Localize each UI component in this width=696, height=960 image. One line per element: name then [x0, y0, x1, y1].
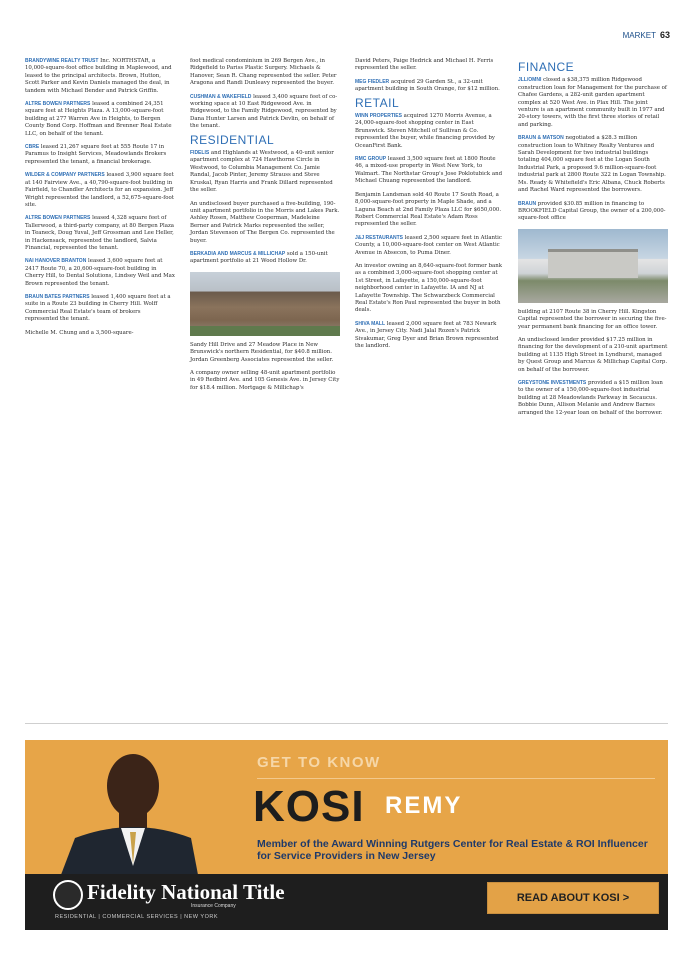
article-paragraph — [190, 150, 340, 194]
paragraph-lead: RMC GROUP — [355, 156, 387, 163]
paragraph-text: Michelle M. Chung and a 3,500-square- — [25, 329, 134, 336]
company-subtitle: Insurance Company — [191, 903, 236, 909]
paragraph-lead: FIDELIS — [190, 150, 210, 157]
company-name: Fidelity National Title — [87, 880, 285, 904]
paragraph-lead: J&J RESTAURANTS — [355, 234, 403, 241]
paragraph-text: provided a $15 million loan to the owner of a 150,000-square-foot industrial building at 28 Meadowlands Parkway in Secaucus. Bobbie Dunn, Allison Melanie and Andrew Barnes arranged the 12-year loan on behalf of the borrower. — [518, 379, 663, 416]
column-3 — [355, 58, 505, 356]
column-1 — [25, 58, 175, 343]
paragraph-lead: BERKADIA AND MARCUS & MILLICHAP — [190, 250, 286, 257]
section-heading: FINANCE — [518, 60, 575, 74]
first-name: KOSI — [253, 782, 365, 831]
paragraph-text: provided $30.85 million in financing to BROOKFIELD Capital Group, the owner of a 200,000-square-foot office — [518, 200, 666, 222]
paragraph-text: A company owner selling 48-unit apartment portfolio in 49 Redbird Ave. and 105 Genesis Ave. in Jersey City for $18.4 million. Mortgage & Millichap's — [190, 369, 340, 391]
paragraph-lead: JLL/OMNI — [518, 77, 542, 84]
section-heading: RETAIL — [355, 95, 400, 110]
column-2 — [190, 58, 340, 398]
paragraph-text: leased 2,500 square feet in Atlantic County, a 10,000-square-foot center on West Atlantic Avenue in Absecon, to Puma Diner. — [355, 234, 502, 256]
article-paragraph — [355, 156, 505, 186]
read-about-button[interactable]: READ ABOUT KOSI > — [487, 882, 659, 914]
heading-divider — [257, 778, 655, 779]
paragraph-text: closed a $38,375 million Ridgewood construction loan for Management for the purchase of Chafee Gardens, a 282-unit garden apartment complex at 520 West Ave. in Plax Hill. The joint venture is an apartment community built in 1977 and 20-story towers, with the first three stories of retail and parking. — [518, 77, 667, 128]
article-paragraph — [190, 94, 340, 131]
article-paragraph — [190, 251, 340, 266]
article-paragraph — [190, 58, 340, 88]
kosi-remy-advertisement[interactable] — [25, 740, 668, 930]
paragraph-text: and Highlands at Westwood, a 40-unit senior apartment complex at 724 Hawthorne Circle in Westwood, to Columbia Management Co. Jamie Randal, Jacob Pinter, Jeremy Strauss and Steve Kruskal, Ryan Harris and Frank Dillard represented the seller. — [190, 150, 334, 194]
paragraph-text: leased 21,267 square feet at 555 Route 17 in Paramus to Insight Services, Meadowlands Brokers represented the tenant, a financial brokerage. — [25, 144, 167, 165]
paragraph-lead: SHIVA MALL — [355, 320, 385, 327]
article-paragraph — [518, 380, 668, 417]
paragraph-text: foot medical condominium in 269 Bergen Ave., in Ridgefield to Pariss Plastic Surgery. Michaels & Hanover, Sean R. Chang represented the seller. Peter Aragona and Randi Dunleavy represented the buyer. — [190, 58, 337, 87]
column-4 — [518, 58, 668, 423]
article-paragraph — [355, 235, 505, 257]
paragraph-text: Inc. NORTHSTAR, a 10,000-square-foot office building in Maplewood, and leased to the principal architects. Brown, Hutton, Scott Parker and Kevin Daniels managed the deal, in tandem with Michael Bender and Patrick Griffin. — [25, 58, 172, 94]
portrait-photo — [49, 746, 199, 880]
paragraph-lead: ALTRE BOWEN PARTNERS — [25, 101, 91, 108]
paragraph-text: An investor owning an 8,640-square-foot former bank as a combined 3,000-square-foot shopping center at 1st Street, in Lafayette, a 150,000-square-foot neighborhood center in Lafayette. IA and NJ at Lafayette Township. The Schwarzbeck Commercial Real Estate's Ron Paul represented the buyer in both deals. — [355, 262, 502, 314]
paragraph-text: An undisclosed lender provided $17.25 million in financing for the development of a 210-unit apartment building at 1135 High Street in Lyndhurst, managed by Quest Group and Marcus & Millichap Capital Corp. on behalf of the borrower. — [518, 336, 668, 373]
article-paragraph — [25, 144, 175, 166]
paragraph-text: leased 4,328 square feet of Tallerwood, a third-party company, at 80 Bergen Plaza in Teaneck, Doug Yuval, Jeff Grossman and Lee Heller, in Hackensack, represented the landlord, Salvia Financial, represented the tenant. — [25, 215, 175, 251]
article-paragraph — [25, 215, 175, 252]
paragraph-text: leased 1,400 square feet at a suite in a Route 23 building in Cherry Hill. Wolff Commercial Real Estate's team of brokers represented the tenant. — [25, 293, 171, 323]
paragraph-lead: GREYSTONE INVESTMENTS — [518, 379, 587, 386]
paragraph-text: leased 3,900 square feet at 140 Fairview Ave., a 40,790-square-foot building in Fairfield, to Chandler Architects for an expansion. Jeff Wright represented the landlord, a 52,675-square-foot site. — [25, 172, 174, 208]
paragraph-lead: BRAUN & MATSON — [518, 135, 564, 142]
article-photo — [518, 229, 668, 303]
paragraph-text: leased a combined 24,351 square feet at Heights Plaza. A 13,000-square-foot building at 277 Warren Ave in Heights, to Bergen County Bond Corp. Hoffman and Brenner Real Estate LLC, on behalf of the tenant. — [25, 101, 172, 137]
article-paragraph — [190, 342, 340, 364]
paragraph-text: sold a 150-unit apartment portfolio at 21 Wood Hollow Dr. — [190, 250, 328, 265]
article-paragraph — [355, 321, 505, 351]
article-paragraph — [25, 294, 175, 324]
article-paragraph — [518, 77, 668, 129]
paragraph-text: leased 3,500 square feet at 1800 Route 46, a mixed-use property in West New York, to Walmart. The Northstar Group's Jose Poklotubick and Michael Chuang represented the landlord. — [355, 156, 503, 185]
paragraph-lead: WINN PROPERTIES — [355, 113, 402, 120]
article-paragraph — [518, 337, 668, 374]
article-paragraph — [25, 330, 175, 337]
services-line: RESIDENTIAL | COMMERCIAL SERVICES | NEW YORK — [55, 914, 218, 920]
paragraph-lead: WILDER & COMPANY PARTNERS — [25, 172, 105, 179]
article-paragraph — [355, 58, 505, 73]
section-label: MARKET — [622, 31, 656, 40]
paragraph-lead: NAI HANOVER BRANTON — [25, 258, 87, 265]
page-header — [623, 30, 670, 40]
paragraph-text: leased 3,600 square feet at 2417 Route 70, a 20,600-square-foot building in Cherry Hill, to Dental Solutions, Lindsey Weil and Max Brown represented the tenant. — [25, 258, 175, 287]
article-paragraph — [25, 101, 175, 138]
article-paragraph — [355, 263, 505, 315]
paragraph-text: Benjamin Landsman sold 40 Route 17 South Road, a 8,000-square-foot property in Maple Shade, and a Laguna Beach at 2nd Family Plaza LLC for $650,000. Robert Commercial Real Estate's Adam Ross represented the seller. — [355, 191, 502, 228]
paragraph-text: acquired 29 Garden St., a 32-unit apartment building in South Orange, for $12 million. — [355, 78, 500, 93]
article-paragraph — [25, 58, 175, 95]
paragraph-text: leased 3,400 square feet of co-working space at 10 East Ridgewood Ave. in Ridgewood, to the Family Ridgewood, represented by Dana Hunter Larsen and Patrick Devlin, on behalf of the tenant. — [190, 93, 338, 130]
article-paragraph — [518, 201, 668, 223]
paragraph-lead: ALTRE BOWEN PARTNERS — [25, 215, 91, 222]
paragraph-text: acquired 1270 Morris Avenue, a 24,000-square-foot shopping center in East Brunswick. Steven Mitchell of Sullivan & Co. represented the buyer, while financing provided by OceanFirst Bank. — [355, 113, 495, 149]
paragraph-lead: BRAUN — [518, 200, 537, 207]
page-number: 63 — [659, 30, 670, 40]
article-paragraph — [190, 370, 340, 392]
article-paragraph — [518, 135, 668, 194]
paragraph-text: building at 2107 Route 38 in Cherry Hill. Kingston Capital represented the borrower in securing the five-year permanent bank financing for an office tower. — [518, 308, 667, 330]
paragraph-text: leased 2,000 square feet at 783 Newark Ave., in Jersey City. Nadi Jalal Rozen's Patrick Sivakumar, Greg Dyer and Brian Brown represented the landlord. — [355, 320, 499, 349]
article-paragraph — [355, 79, 505, 94]
paragraph-lead: BRAUN BATES PARTNERS — [25, 293, 90, 300]
fidelity-logo-icon — [53, 880, 83, 910]
get-to-know-heading: GET TO KNOW — [257, 754, 381, 771]
paragraph-lead: CBRE — [25, 144, 40, 151]
paragraph-text: Sandy Hill Drive and 27 Meadow Place in New Brunswick's northern Residential, for $40.8 million. Jordan Greenberg Associates represented the seller. — [190, 341, 334, 363]
article-paragraph — [355, 113, 505, 150]
paragraph-text: David Peters, Paige Hedrick and Michael H. Ferris represented the seller. — [355, 58, 494, 72]
paragraph-text: An undisclosed buyer purchased a five-building, 190-unit apartment portfolio in the Morris and Lakes Park. Ashley Rosen, Matthew Cooperman, Madeleine Berner and Patrick Marks represented the seller, Jordan Stevenson of The Bergen Co. represented the buyer. — [190, 200, 340, 244]
paragraph-lead: MEG FIEDLER — [355, 78, 390, 85]
article-paragraph — [25, 258, 175, 288]
article-paragraph — [25, 172, 175, 209]
paragraph-lead: BRANDYWINE REALTY TRUST — [25, 58, 99, 64]
article-photo — [190, 272, 340, 336]
section-heading: RESIDENTIAL — [190, 132, 275, 147]
article-paragraph — [518, 309, 668, 331]
ad-footer — [25, 874, 668, 930]
article-paragraph — [190, 201, 340, 245]
last-name: REMY — [385, 792, 463, 819]
ad-tagline: Member of the Award Winning Rutgers Center for Real Estate & ROI Influencer for Service Providers in New Jersey — [257, 838, 648, 862]
article-paragraph — [355, 192, 505, 229]
divider — [25, 723, 668, 724]
paragraph-lead: CUSHMAN & WAKEFIELD — [190, 93, 252, 100]
paragraph-text: negotiated a $28.3 million construction loan to Whitney Realty Ventures and Sarah Development for two industrial buildings totaling 404,000 square feet at the Logan South Industrial Park, a proposed 9.6 million-square-foot industrial park at 2800 Route 322 in Logan Township. Ms. Ready & Whitefield's Eric Albana, Chuck Roberts and Rachel Ward represented the borrowers. — [518, 135, 666, 194]
